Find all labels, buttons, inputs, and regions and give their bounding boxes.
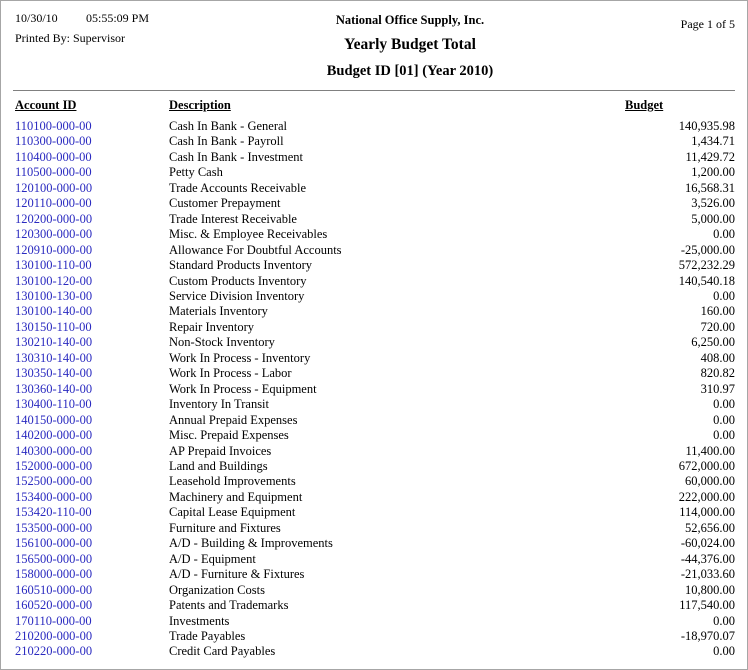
account-id-link[interactable]: 110500-000-00: [15, 165, 92, 180]
col-header-description: Description: [169, 98, 231, 112]
row-budget: 140,540.18: [678, 273, 735, 288]
row-budget: 117,540.00: [679, 598, 735, 613]
row-budget: 1,200.00: [691, 165, 735, 180]
row-description: Petty Cash: [169, 165, 223, 180]
table-row: [15, 490, 735, 505]
row-description: Repair Inventory: [169, 319, 255, 334]
row-budget: 52,656.00: [685, 520, 735, 535]
col-header-budget: Budget: [625, 98, 664, 112]
row-budget: 60,000.00: [685, 474, 735, 489]
account-id-link[interactable]: 120100-000-00: [15, 180, 93, 195]
row-description: Non-Stock Inventory: [169, 335, 275, 350]
account-id-link[interactable]: 110100-000-00: [15, 119, 92, 133]
row-description: Work In Process - Inventory: [169, 350, 311, 365]
account-id-link[interactable]: 120300-000-00: [15, 227, 93, 242]
table-body: [15, 119, 735, 660]
row-budget: -60,024.00: [680, 536, 735, 551]
row-description: Misc. & Employee Receivables: [169, 227, 328, 242]
account-id-link[interactable]: 130310-140-00: [15, 350, 93, 365]
table-row: [15, 304, 735, 319]
header-divider: [13, 90, 735, 91]
row-description: Machinery and Equipment: [169, 489, 303, 504]
row-budget: 0.00: [713, 613, 735, 628]
row-budget: 310.97: [700, 381, 735, 396]
row-budget: 11,400.00: [685, 443, 735, 458]
account-id-link[interactable]: 130100-120-00: [15, 273, 93, 288]
table-row: [15, 552, 735, 567]
table-row: [15, 413, 735, 428]
row-description: Patents and Trademarks: [169, 598, 289, 613]
row-description: Service Division Inventory: [169, 288, 305, 303]
table-row: [15, 351, 735, 366]
table-row: [15, 165, 735, 180]
row-budget: 16,568.31: [685, 180, 735, 195]
row-description: Cash In Bank - Payroll: [169, 134, 284, 149]
row-description: Investments: [169, 613, 230, 628]
row-budget: 160.00: [700, 304, 735, 319]
table-row: [15, 567, 735, 582]
table-row: [15, 614, 735, 629]
report-titles: [195, 11, 625, 80]
company-name: National Office Supply, Inc.: [335, 13, 485, 27]
row-budget: 140,935.98: [678, 119, 735, 133]
row-budget: -18,970.07: [680, 628, 735, 643]
row-budget: 0.00: [713, 227, 735, 242]
row-description: AP Prepaid Invoices: [169, 443, 272, 458]
table-row: [15, 428, 735, 443]
table-row: [15, 382, 735, 397]
row-budget: 11,429.72: [685, 149, 735, 164]
table-row: [15, 397, 735, 412]
row-budget: 5,000.00: [691, 211, 735, 226]
table-row: [15, 227, 735, 242]
table-header-row: [15, 98, 735, 119]
row-budget: 0.00: [713, 412, 735, 427]
account-id-link[interactable]: 140200-000-00: [15, 428, 93, 443]
col-header-account-id: Account ID: [15, 98, 77, 112]
account-id-link[interactable]: 140150-000-00: [15, 412, 93, 427]
table-row: [15, 134, 735, 149]
page-indicator: Page 1 of 5: [680, 17, 735, 31]
row-description: Misc. Prepaid Expenses: [169, 428, 289, 443]
account-id-link[interactable]: 153500-000-00: [15, 520, 93, 535]
row-budget: -25,000.00: [680, 242, 735, 257]
row-description: Trade Interest Receivable: [169, 211, 297, 226]
account-id-link[interactable]: 158000-000-00: [15, 567, 93, 582]
row-budget: -21,033.60: [680, 567, 735, 582]
row-budget: 720.00: [700, 319, 735, 334]
table-row: [15, 444, 735, 459]
account-id-link[interactable]: 160510-000-00: [15, 582, 93, 597]
row-description: Credit Card Payables: [169, 644, 276, 659]
table-row: [15, 320, 735, 335]
account-id-link[interactable]: 156500-000-00: [15, 551, 93, 566]
row-description: Work In Process - Equipment: [169, 381, 317, 396]
table-row: [15, 474, 735, 489]
account-id-link[interactable]: 210220-000-00: [15, 644, 93, 659]
report-title: Yearly Budget Total: [344, 36, 476, 53]
row-description: Allowance For Doubtful Accounts: [169, 242, 342, 257]
account-id-link[interactable]: 120110-000-00: [15, 196, 92, 211]
table-row: [15, 258, 735, 273]
row-budget: 0.00: [713, 644, 735, 659]
row-budget: 820.82: [700, 366, 735, 381]
row-description: Land and Buildings: [169, 458, 268, 473]
row-budget: 6,250.00: [691, 335, 735, 350]
row-budget: 0.00: [713, 397, 735, 412]
row-description: Cash In Bank - Investment: [169, 149, 304, 164]
account-id-link[interactable]: 156100-000-00: [15, 536, 93, 551]
row-description: Customer Prepayment: [169, 196, 281, 211]
table-row: [15, 536, 735, 551]
row-budget: 114,000.00: [679, 505, 735, 520]
row-budget: 0.00: [713, 288, 735, 303]
row-description: Furniture and Fixtures: [169, 520, 281, 535]
table-row: [15, 196, 735, 211]
table-row: [15, 459, 735, 474]
account-id-link[interactable]: 152000-000-00: [15, 458, 93, 473]
account-id-link[interactable]: 152500-000-00: [15, 474, 93, 489]
row-budget: 222,000.00: [678, 489, 735, 504]
account-id-link[interactable]: 120910-000-00: [15, 242, 93, 257]
row-budget: 3,526.00: [691, 196, 735, 211]
account-id-link[interactable]: 130210-140-00: [15, 335, 93, 350]
account-id-link[interactable]: 140300-000-00: [15, 443, 93, 458]
row-description: Trade Accounts Receivable: [169, 180, 306, 195]
account-id-link[interactable]: 120200-000-00: [15, 211, 93, 226]
row-budget: 1,434.71: [691, 134, 735, 149]
account-id-link[interactable]: 130100-130-00: [15, 288, 93, 303]
report-header: [1, 1, 747, 80]
row-budget: 672,000.00: [678, 458, 735, 473]
row-budget: -44,376.00: [680, 551, 735, 566]
account-id-link[interactable]: 153400-000-00: [15, 489, 93, 504]
table-row: [15, 521, 735, 536]
account-id-link[interactable]: 130400-110-00: [15, 397, 92, 412]
table-row: [15, 629, 735, 644]
row-description: Trade Payables: [169, 628, 246, 643]
table-row: [15, 289, 735, 304]
account-id-link[interactable]: 130100-110-00: [15, 258, 92, 273]
account-id-link[interactable]: 110300-000-00: [15, 134, 92, 149]
print-meta: [15, 11, 195, 45]
print-time: 05:55:09 PM: [86, 11, 150, 25]
row-budget: 572,232.29: [678, 258, 735, 273]
row-description: A/D - Building & Improvements: [169, 536, 333, 551]
account-id-link[interactable]: 130360-140-00: [15, 381, 93, 396]
row-description: Inventory In Transit: [169, 397, 269, 412]
row-description: Standard Products Inventory: [169, 258, 313, 273]
account-id-link[interactable]: 170110-000-00: [15, 613, 92, 628]
row-description: Materials Inventory: [169, 304, 268, 319]
account-id-link[interactable]: 160520-000-00: [15, 598, 93, 613]
table-row: [15, 505, 735, 520]
report-subtitle: Budget ID [01] (Year 2010): [326, 63, 494, 79]
row-description: A/D - Equipment: [169, 551, 256, 566]
account-id-link[interactable]: 210200-000-00: [15, 628, 93, 643]
budget-table: [15, 98, 735, 660]
row-description: Leasehold Improvements: [169, 474, 296, 489]
row-description: Cash In Bank - General: [169, 119, 288, 133]
row-budget: 10,800.00: [685, 582, 735, 597]
table-row: [15, 119, 735, 134]
table-row: [15, 644, 735, 659]
print-datetime: [15, 11, 195, 25]
row-description: Work In Process - Labor: [169, 366, 292, 381]
table-row: [15, 335, 735, 350]
table-row: [15, 150, 735, 165]
row-description: Organization Costs: [169, 582, 265, 597]
row-description: Annual Prepaid Expenses: [169, 412, 298, 427]
table-row: [15, 212, 735, 227]
row-budget: 0.00: [713, 428, 735, 443]
account-id-link[interactable]: 130150-110-00: [15, 319, 92, 334]
table-row: [15, 583, 735, 598]
row-description: Capital Lease Equipment: [169, 505, 296, 520]
row-description: A/D - Furniture & Fixtures: [169, 567, 305, 582]
row-description: Custom Products Inventory: [169, 273, 307, 288]
account-id-link[interactable]: 130350-140-00: [15, 366, 93, 381]
print-date: 10/30/10: [15, 11, 58, 25]
account-id-link[interactable]: 130100-140-00: [15, 304, 93, 319]
row-budget: 408.00: [700, 350, 735, 365]
table-row: [15, 598, 735, 613]
account-id-link[interactable]: 153420-110-00: [15, 505, 92, 520]
table-row: [15, 366, 735, 381]
table-row: [15, 181, 735, 196]
account-id-link[interactable]: 110400-000-00: [15, 149, 92, 164]
printed-by-label: Printed By: Supervisor: [15, 31, 125, 45]
table-row: [15, 274, 735, 289]
table-row: [15, 243, 735, 258]
